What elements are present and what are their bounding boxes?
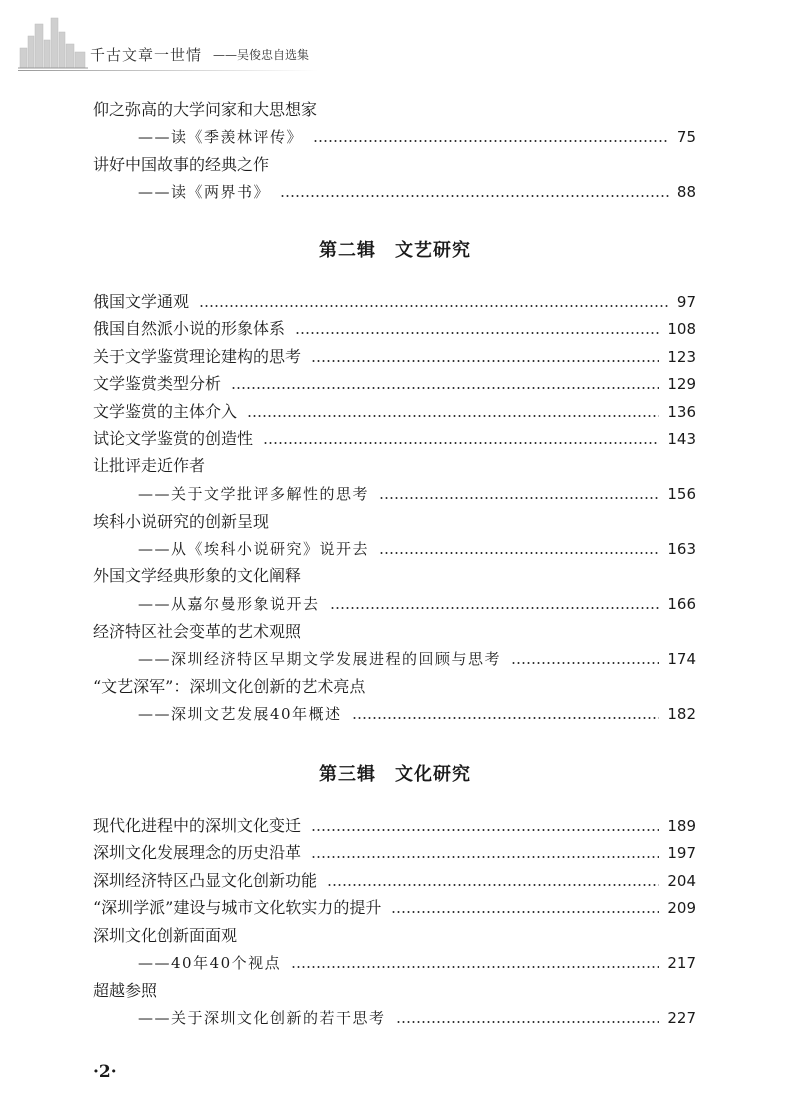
- author-name: ——吴俊忠自选集: [213, 48, 310, 62]
- toc-subtitle: ——从嘉尔曼形象说开去: [138, 595, 320, 613]
- toc-page-number: 166: [667, 595, 696, 613]
- toc-entry: [0, 317, 790, 341]
- toc-subtitle: ——深圳经济特区早期文学发展进程的回顾与思考: [138, 650, 502, 668]
- toc-subtitle: ——深圳文艺发展40年概述: [138, 705, 342, 723]
- toc-entry-title: 关于文学鉴赏理论建构的思考: [93, 347, 302, 366]
- toc-subtitle-line: [0, 592, 790, 616]
- toc-page-number: 97: [676, 293, 696, 311]
- section-heading: 第三辑 文化研究: [319, 764, 471, 785]
- toc-entry-title: 俄国自然派小说的形象体系: [93, 319, 286, 338]
- toc-page-number: 204: [667, 872, 696, 890]
- dot-leader: [295, 332, 659, 334]
- toc-entry-title: 文学鉴赏的主体介入: [93, 402, 238, 421]
- series-title: 千古文章一世情: [90, 46, 203, 64]
- toc-entry-title: 深圳经济特区凸显文化创新功能: [93, 871, 318, 890]
- toc-page-number: 108: [667, 320, 696, 338]
- dot-leader: [247, 415, 659, 417]
- dot-leader: [327, 884, 659, 886]
- toc-entry-title: 埃科小说研究的创新呈现: [93, 512, 270, 531]
- toc-page-number: 189: [667, 817, 696, 835]
- dot-leader: [311, 829, 659, 831]
- dot-leader: [379, 552, 659, 554]
- dot-leader: [330, 607, 659, 609]
- dot-leader: [511, 662, 659, 664]
- toc-subtitle: ——读《两界书》: [138, 183, 271, 201]
- toc-entry-title: 讲好中国故事的经典之作: [93, 155, 270, 174]
- toc-entry: [0, 564, 790, 588]
- toc-page-number: 136: [667, 403, 696, 421]
- toc-page-number: 129: [667, 375, 696, 393]
- toc-subtitle: ——关于深圳文化创新的若干思考: [138, 1009, 386, 1027]
- toc-entry-title: 让批评走近作者: [93, 456, 206, 475]
- toc-subtitle-line: [0, 537, 790, 561]
- toc-page-number: 227: [667, 1009, 696, 1027]
- dot-leader: [199, 305, 669, 307]
- toc-subtitle: ——从《埃科小说研究》说开去: [138, 540, 370, 558]
- dot-leader: [291, 966, 659, 968]
- dot-leader: [263, 442, 659, 444]
- toc-entry-title: 超越参照: [93, 981, 158, 1000]
- toc-entry: [0, 372, 790, 396]
- dot-leader: [313, 140, 669, 142]
- dot-leader: [311, 856, 659, 858]
- toc-page-number: 88: [676, 183, 696, 201]
- toc-entry: [0, 869, 790, 893]
- toc-entry: [0, 896, 790, 920]
- toc-page-number: 197: [667, 844, 696, 862]
- toc-entry: [0, 924, 790, 948]
- toc-entry: [0, 675, 790, 699]
- toc-entry: [0, 427, 790, 451]
- toc-subtitle: ——40年40个视点: [138, 954, 282, 972]
- toc-entry-title: 经济特区社会变革的艺术观照: [93, 622, 302, 641]
- toc-entry: [0, 400, 790, 424]
- toc-page-number: 182: [667, 705, 696, 723]
- toc-subtitle-line: [0, 482, 790, 506]
- toc-page-number: 209: [667, 899, 696, 917]
- toc-subtitle-line: [0, 702, 790, 726]
- toc-entry: [0, 841, 790, 865]
- toc-entry-title: “文艺深军”：深圳文化创新的艺术亮点: [93, 677, 366, 696]
- toc-entry-title: 外国文学经典形象的文化阐释: [93, 566, 302, 585]
- toc-page-number: 163: [667, 540, 696, 558]
- toc-page-number: 143: [667, 430, 696, 448]
- toc-entry-title: 现代化进程中的深圳文化变迁: [93, 816, 302, 835]
- running-header: [0, 0, 790, 80]
- toc-subtitle-line: [0, 647, 790, 671]
- toc-page-number: 156: [667, 485, 696, 503]
- toc-entry: [0, 510, 790, 534]
- toc-entry-title: 试论文学鉴赏的创造性: [93, 429, 254, 448]
- city-skyline-logo: [18, 14, 88, 70]
- dot-leader: [391, 911, 659, 913]
- toc-entry-title: 俄国文学通观: [93, 292, 190, 311]
- dot-leader: [311, 360, 659, 362]
- toc-entry: [0, 979, 790, 1003]
- toc-subtitle: ——关于文学批评多解性的思考: [138, 485, 370, 503]
- dot-leader: [231, 387, 659, 389]
- page-number: ·2·: [93, 1062, 117, 1082]
- toc-page-number: 123: [667, 348, 696, 366]
- dot-leader: [352, 717, 659, 719]
- toc-entry: [0, 153, 790, 177]
- toc-entry-title: “深圳学派”建设与城市文化软实力的提升: [93, 898, 382, 917]
- toc-page-number: 75: [676, 128, 696, 146]
- toc-entry-title: 文学鉴赏类型分析: [93, 374, 222, 393]
- toc-subtitle-line: [0, 1006, 790, 1030]
- toc-entry-title: 深圳文化发展理念的历史沿革: [93, 843, 302, 862]
- dot-leader: [396, 1021, 659, 1023]
- toc-subtitle-line: [0, 125, 790, 149]
- toc-page-number: 174: [667, 650, 696, 668]
- toc-entry: [0, 98, 790, 122]
- toc-subtitle-line: [0, 180, 790, 204]
- dot-leader: [280, 195, 669, 197]
- toc-page-number: 217: [667, 954, 696, 972]
- toc-entry: [0, 814, 790, 838]
- toc-subtitle: ——读《季羡林评传》: [138, 128, 304, 146]
- section-heading: 第二辑 文艺研究: [319, 240, 471, 261]
- header-rule: [18, 70, 318, 71]
- toc-entry: [0, 290, 790, 314]
- toc-entry: [0, 620, 790, 644]
- toc-subtitle-line: [0, 951, 790, 975]
- toc-entry-title: 仰之弥高的大学问家和大思想家: [93, 100, 318, 119]
- toc-entry: [0, 345, 790, 369]
- toc-entry-title: 深圳文化创新面面观: [93, 926, 238, 945]
- dot-leader: [379, 497, 659, 499]
- toc-entry: [0, 454, 790, 478]
